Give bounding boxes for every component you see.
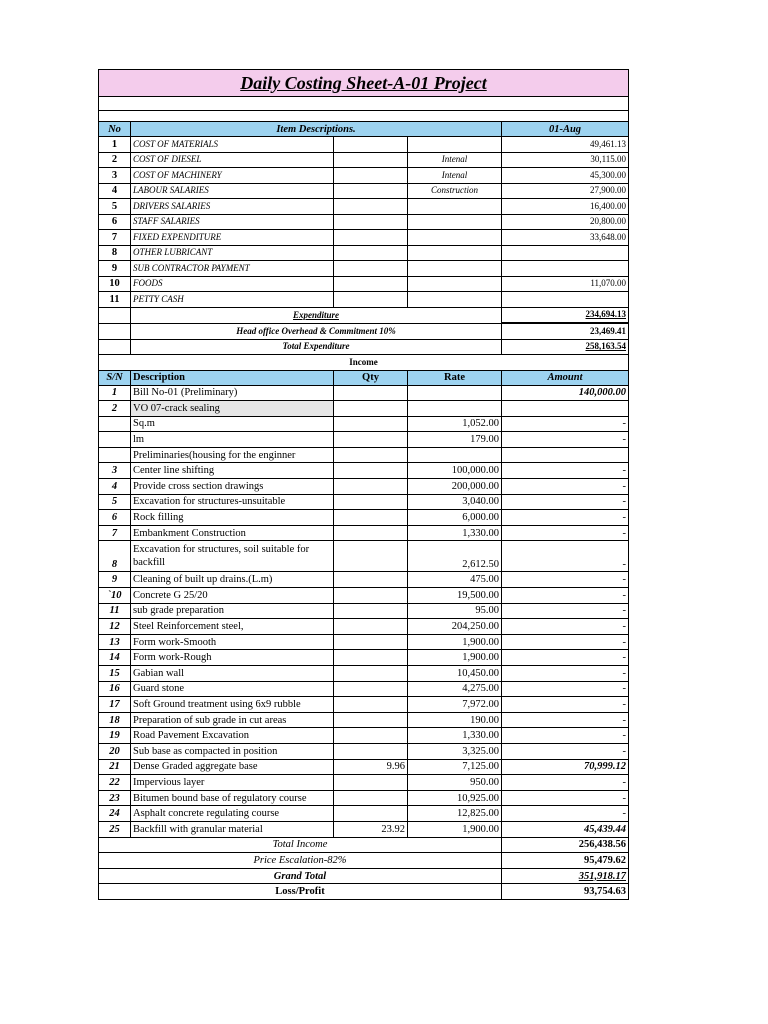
income-qty [334,650,408,666]
expenditure-row [99,307,629,323]
cost-no: 5 [99,199,131,215]
cost-no: 2 [99,152,131,168]
income-description: Provide cross section drawings [131,479,334,495]
summary-label: Loss/Profit [99,884,502,900]
col-header-no: No [99,122,131,137]
summary-label: Head office Overhead & Commitment 10% [131,323,502,339]
income-rate: 7,972.00 [408,697,502,713]
income-amount: - [502,603,629,619]
costing-table [98,69,629,900]
cost-no: 4 [99,183,131,199]
income-row [99,790,629,806]
overhead-row [99,323,629,339]
income-qty [334,463,408,479]
summary-label: Grand Total [99,868,502,884]
income-description-line: backfill [133,557,166,569]
income-qty [334,510,408,526]
income-qty [334,479,408,495]
income-rate: 190.00 [408,712,502,728]
cost-spacer [334,292,408,308]
income-row [99,525,629,541]
income-sn: 12 [99,619,131,635]
cost-no: 9 [99,261,131,277]
income-amount [502,401,629,417]
income-row [99,510,629,526]
income-row [99,743,629,759]
income-qty [334,634,408,650]
income-sn: 23 [99,790,131,806]
income-description: Impervious layer [131,775,334,791]
income-sn: 3 [99,463,131,479]
income-sn: 8 [99,541,131,572]
income-row [99,494,629,510]
income-row [99,479,629,495]
cost-note [408,245,502,261]
income-sn: 25 [99,821,131,837]
cost-row [99,199,629,215]
income-description: Excavation for structures-unsuitable [131,494,334,510]
cost-note [408,137,502,153]
income-amount: - [502,681,629,697]
summary-blank [99,307,131,323]
income-row [99,728,629,744]
cost-note [408,214,502,230]
income-sn: 20 [99,743,131,759]
income-description: Gabian wall [131,666,334,682]
income-row [99,806,629,822]
total-expenditure-row [99,339,629,355]
cost-note: Intenal [408,168,502,184]
cost-item: COST OF DIESEL [131,152,334,168]
income-amount: - [502,666,629,682]
income-sn: 14 [99,650,131,666]
cost-spacer [334,245,408,261]
income-rate: 4,275.00 [408,681,502,697]
cost-spacer [334,152,408,168]
income-description: Rock filling [131,510,334,526]
cost-spacer [334,214,408,230]
cost-item: FOODS [131,276,334,292]
income-row [99,821,629,837]
income-amount: - [502,743,629,759]
income-row [99,697,629,713]
total-income-row [99,837,629,853]
cost-header-row [99,122,629,137]
summary-value: 258,163.54 [502,339,629,355]
income-description: Backfill with granular material [131,821,334,837]
income-amount: - [502,806,629,822]
income-sn: 6 [99,510,131,526]
cost-amount: 49,461.13 [502,137,629,153]
cost-amount [502,292,629,308]
income-header-row [99,370,629,385]
col-header-date: 01-Aug [502,122,629,137]
grand-total-row [99,868,629,884]
income-description: Sq.m [131,416,334,432]
col-header-rate: Rate [408,370,502,385]
income-rate: 1,900.00 [408,821,502,837]
income-row [99,619,629,635]
income-qty [334,790,408,806]
income-qty: 23.92 [334,821,408,837]
income-qty [334,432,408,448]
income-qty [334,572,408,588]
income-qty [334,697,408,713]
income-row [99,385,629,401]
income-description: Center line shifting [131,463,334,479]
income-sn: 19 [99,728,131,744]
summary-value: 351,918.17 [502,868,629,884]
income-row [99,634,629,650]
cost-no: 7 [99,230,131,246]
income-description: Bitumen bound base of regulatory course [131,790,334,806]
cost-spacer [334,199,408,215]
cost-amount: 16,400.00 [502,199,629,215]
income-amount: - [502,463,629,479]
income-qty [334,588,408,604]
income-description: Form work-Smooth [131,634,334,650]
income-sn: 17 [99,697,131,713]
income-qty [334,743,408,759]
income-sn [99,416,131,432]
cost-item: LABOUR SALARIES [131,183,334,199]
income-row [99,712,629,728]
income-row [99,463,629,479]
cost-row [99,245,629,261]
income-amount [502,447,629,463]
income-description: VO 07-crack sealing [131,401,334,417]
income-amount: - [502,525,629,541]
income-description: Guard stone [131,681,334,697]
cost-item: COST OF MATERIALS [131,137,334,153]
blank-row [99,111,629,122]
income-sn: 5 [99,494,131,510]
cost-item: DRIVERS SALARIES [131,199,334,215]
income-label-row [99,355,629,371]
cost-row [99,276,629,292]
cost-note [408,292,502,308]
income-row [99,541,629,572]
income-qty [334,525,408,541]
col-header-description: Description [131,370,334,385]
col-header-amount: Amount [502,370,629,385]
cost-row [99,183,629,199]
income-rate: 3,040.00 [408,494,502,510]
income-amount: - [502,697,629,713]
income-amount: 70,999.12 [502,759,629,775]
income-qty [334,603,408,619]
income-amount: 45,439.44 [502,821,629,837]
income-sn [99,432,131,448]
income-amount: - [502,510,629,526]
income-sn: 11 [99,603,131,619]
income-sn: 22 [99,775,131,791]
summary-value: 95,479.62 [502,853,629,869]
summary-value: 93,754.63 [502,884,629,900]
income-sn: 18 [99,712,131,728]
summary-label: Expenditure [131,307,502,323]
income-description-line: Excavation for structures, soil suitable for [133,544,310,556]
cost-item: PETTY CASH [131,292,334,308]
cost-amount [502,245,629,261]
income-section-label: Income [99,355,629,371]
cost-item: STAFF SALARIES [131,214,334,230]
income-row [99,572,629,588]
income-amount: - [502,712,629,728]
col-header-item: Item Descriptions. [131,122,502,137]
income-sn: 16 [99,681,131,697]
income-sn [99,447,131,463]
income-description: Soft Ground treatment using 6x9 rubble [131,697,334,713]
summary-label: Price Escalation-82% [99,853,502,869]
income-row [99,416,629,432]
cost-spacer [334,168,408,184]
income-rate: 1,330.00 [408,728,502,744]
income-rate: 1,330.00 [408,525,502,541]
income-rate: 3,325.00 [408,743,502,759]
income-rate [408,447,502,463]
income-rate: 10,925.00 [408,790,502,806]
income-row [99,666,629,682]
income-rate: 6,000.00 [408,510,502,526]
income-description: lm [131,432,334,448]
income-description: Bill No-01 (Preliminary) [131,385,334,401]
income-rate: 100,000.00 [408,463,502,479]
income-amount: - [502,728,629,744]
cost-amount: 11,070.00 [502,276,629,292]
income-qty [334,712,408,728]
cost-row [99,230,629,246]
income-amount: - [502,416,629,432]
income-sn: `10 [99,588,131,604]
cost-no: 8 [99,245,131,261]
cost-amount: 20,800.00 [502,214,629,230]
cost-spacer [334,276,408,292]
income-description: sub grade preparation [131,603,334,619]
income-description: Preliminaries(housing for the enginner [131,447,334,463]
income-row [99,432,629,448]
title-row [99,70,629,97]
cost-spacer [334,183,408,199]
summary-value: 234,694.13 [502,307,629,323]
income-description: Asphalt concrete regulating course [131,806,334,822]
income-row [99,759,629,775]
income-qty [334,728,408,744]
income-amount: - [502,494,629,510]
summary-blank [99,323,131,339]
income-qty [334,447,408,463]
income-rate: 200,000.00 [408,479,502,495]
cost-amount: 33,648.00 [502,230,629,246]
cost-note [408,230,502,246]
income-description: Dense Graded aggregate base [131,759,334,775]
cost-note [408,261,502,277]
income-rate [408,401,502,417]
income-rate: 475.00 [408,572,502,588]
income-qty [334,385,408,401]
cost-item: COST OF MACHINERY [131,168,334,184]
income-sn: 13 [99,634,131,650]
income-qty [334,619,408,635]
income-qty [334,541,408,572]
income-description: Embankment Construction [131,525,334,541]
income-description: Concrete G 25/20 [131,588,334,604]
cost-spacer [334,137,408,153]
income-qty: 9.96 [334,759,408,775]
income-description: Cleaning of built up drains.(L.m) [131,572,334,588]
income-amount: - [502,775,629,791]
cost-no: 1 [99,137,131,153]
cost-row [99,168,629,184]
cost-spacer [334,230,408,246]
income-qty [334,494,408,510]
summary-label: Total Expenditure [131,339,502,355]
income-rate: 2,612.50 [408,541,502,572]
income-qty [334,681,408,697]
sheet-title: Daily Costing Sheet-A-01 Project [99,70,629,97]
income-sn: 2 [99,401,131,417]
income-amount: - [502,619,629,635]
income-qty [334,806,408,822]
cost-no: 10 [99,276,131,292]
cost-row [99,137,629,153]
income-row [99,588,629,604]
income-qty [334,416,408,432]
cost-row [99,292,629,308]
income-description: Form work-Rough [131,650,334,666]
income-row [99,447,629,463]
income-sn: 9 [99,572,131,588]
cost-spacer [334,261,408,277]
income-amount: - [502,650,629,666]
cost-note [408,276,502,292]
income-qty [334,775,408,791]
income-qty [334,666,408,682]
income-amount: - [502,588,629,604]
income-description [131,541,334,572]
blank-row [99,97,629,111]
summary-blank [99,339,131,355]
income-rate: 1,900.00 [408,650,502,666]
cost-row [99,214,629,230]
costing-sheet [98,69,628,900]
cost-no: 6 [99,214,131,230]
income-row [99,401,629,417]
income-rate [408,385,502,401]
income-rate: 95.00 [408,603,502,619]
cost-row [99,152,629,168]
loss-profit-row [99,884,629,900]
income-sn: 15 [99,666,131,682]
cost-amount [502,261,629,277]
cost-amount: 27,900.00 [502,183,629,199]
cost-no: 3 [99,168,131,184]
cost-note: Intenal [408,152,502,168]
income-sn: 7 [99,525,131,541]
cost-item: FIXED EXPENDITURE [131,230,334,246]
income-rate: 10,450.00 [408,666,502,682]
income-amount: - [502,479,629,495]
income-rate: 1,900.00 [408,634,502,650]
income-amount: - [502,634,629,650]
income-description: Road Pavement Excavation [131,728,334,744]
income-row [99,650,629,666]
income-description: Sub base as compacted in position [131,743,334,759]
income-sn: 24 [99,806,131,822]
income-amount: 140,000.00 [502,385,629,401]
escalation-row [99,853,629,869]
income-rate: 12,825.00 [408,806,502,822]
income-amount: - [502,572,629,588]
income-row [99,681,629,697]
cost-item: SUB CONTRACTOR PAYMENT [131,261,334,277]
income-description: Preparation of sub grade in cut areas [131,712,334,728]
income-amount: - [502,541,629,572]
income-description: Steel Reinforcement steel, [131,619,334,635]
cost-amount: 30,115.00 [502,152,629,168]
income-rate: 1,052.00 [408,416,502,432]
income-rate: 950.00 [408,775,502,791]
income-sn: 1 [99,385,131,401]
summary-value: 23,469.41 [502,323,629,339]
income-rate: 204,250.00 [408,619,502,635]
cost-row [99,261,629,277]
income-sn: 4 [99,479,131,495]
cost-no: 11 [99,292,131,308]
cost-note [408,199,502,215]
cost-amount: 45,300.00 [502,168,629,184]
income-rate: 179.00 [408,432,502,448]
income-row [99,775,629,791]
cost-note: Construction [408,183,502,199]
income-qty [334,401,408,417]
income-amount: - [502,790,629,806]
col-header-sn: S/N [99,370,131,385]
income-rate: 19,500.00 [408,588,502,604]
income-rate: 7,125.00 [408,759,502,775]
summary-value: 256,438.56 [502,837,629,853]
cost-item: OTHER LUBRICANT [131,245,334,261]
col-header-qty: Qty [334,370,408,385]
income-sn: 21 [99,759,131,775]
summary-label: Total Income [99,837,502,853]
income-amount: - [502,432,629,448]
income-row [99,603,629,619]
